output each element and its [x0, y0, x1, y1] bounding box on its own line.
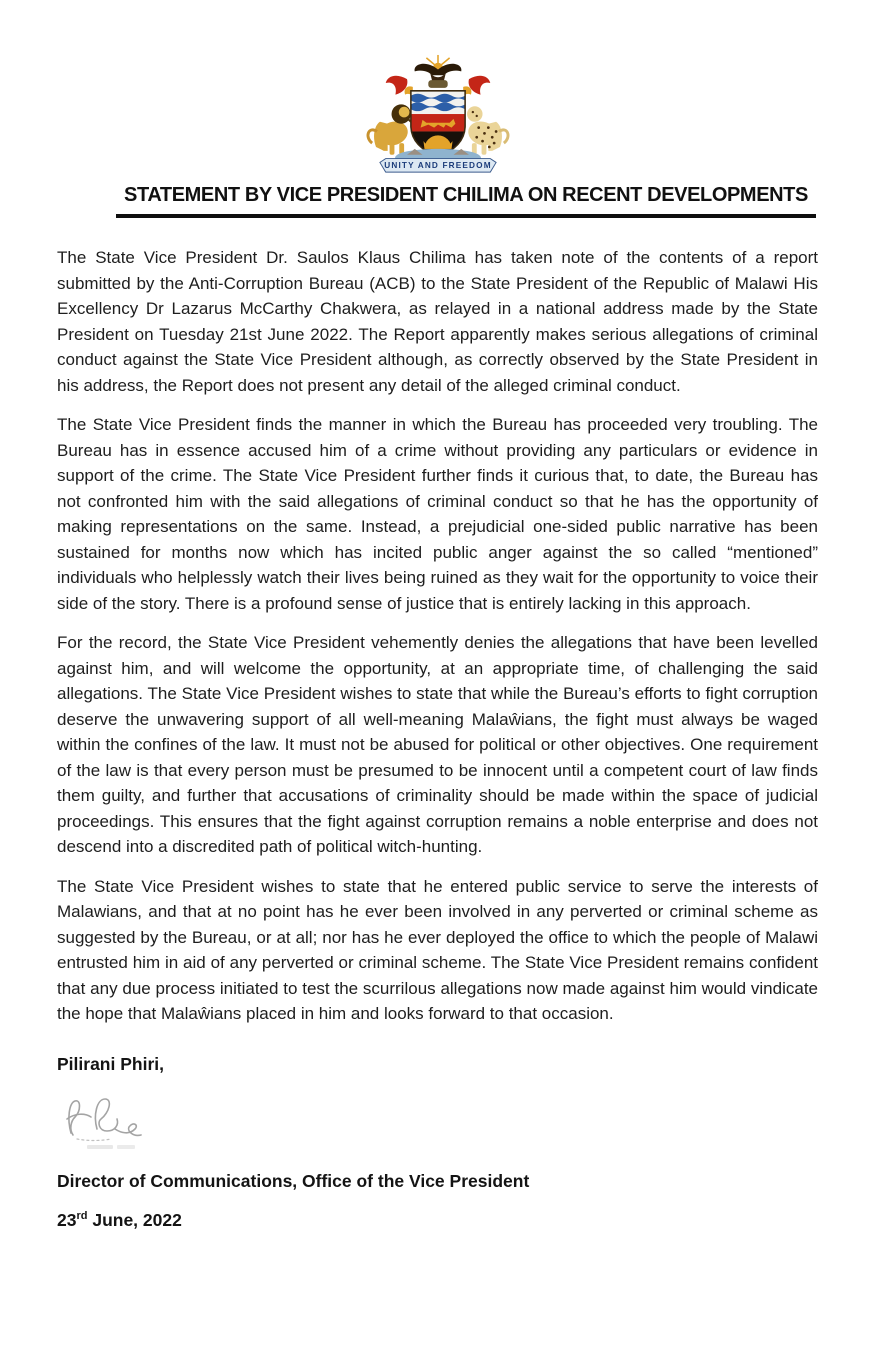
paragraph-4: The State Vice President wishes to state that he entered public service to serve the interests of Malawians, and that at no point has he ever been involved in any perverted or criminal scheme as suggested by the Bureau, or at all; nor has he ever deployed the office to which the people of Malawi entrusted him in aid of any perverted or criminal scheme. The State Vice President remains confident that any due process initiated to test the scurrilous allegations now made against him would vindicate the hope that Malaŵians placed in him and looks forward to that occasion. — [57, 876, 818, 1023]
shield-icon — [410, 91, 464, 157]
signature-image — [57, 1089, 177, 1155]
helmet-icon — [428, 80, 447, 88]
date-day: 23 — [57, 1209, 77, 1230]
paragraph-3: For the record, the State Vice President vehemently denies the allegations that have been levelled against him, and will welcome the opportunity, at an appropriate time, of challenging the said allegations. The State Vice President wishes to state that while the Bureau’s efforts to fight corruption deserve the unwavering support of all well-meaning Malaŵians, the fight must always be waged within the confines of the law. It must not be abused for political or other objectives. One requirement of the law is that every person must be presumed to be innocent until a competent court of law finds them guilty, and further that accusations of criminality should be made within the space of judicial proceedings. This ensures that the fight against corruption remains a noble enterprise and does not descend into a discredited path of political witch-hunting. — [57, 633, 818, 856]
coat-of-arms-icon — [350, 54, 526, 176]
lion-supporter-icon — [367, 104, 410, 154]
motto-ribbon — [379, 159, 495, 173]
title-block — [116, 184, 816, 218]
malawi-coat-of-arms — [350, 54, 526, 176]
paragraph-1: The State Vice President Dr. Saulos Klaus Chilima has taken note of the contents of a report submitted by the Anti-Corruption Bureau (ACB) to the State President of the Republic of Malawi His Excellency Dr Lazarus McCarthy Chakwera, as relayed in a national address made by the State President on Tuesday 21st June 2022. The Report apparently makes serious allegations of criminal conduct against the State Vice President although, as correctly observed by the State President in his address, the Report does not present any detail of the alleged criminal conduct. — [57, 248, 818, 395]
motto-text: UNITY AND FREEDOM — [383, 161, 492, 171]
leopard-supporter-icon — [465, 106, 508, 154]
page-title: STATEMENT BY VICE PRESIDENT CHILIMA ON RECENT DEVELOPMENTS — [124, 184, 808, 206]
document-date — [57, 1210, 818, 1231]
date-ordinal: rd — [76, 1209, 88, 1222]
statement-body — [57, 245, 818, 1231]
paragraph-2: The State Vice President finds the manner in which the Bureau has proceeded very troubling. The Bureau has in essence accused him of a crime without providing any particulars or evidence in support of the crime. The State Vice President further finds it curious that, to date, the Bureau has not confronted him with the said allegations of criminal conduct so that he has the opportunity of making representations on the same. Instead, a prejudicial one-sided public narrative has been sustained for months now which has incited public anger against the so called “mentioned” individuals who helplessly watch their lives being ruined as they wait for the opportunity to voice their side of the story. There is a profound sense of justice that is entirely lacking in this approach. — [57, 415, 818, 613]
date-rest: June, 2022 — [87, 1209, 182, 1230]
signatory-name: Pilirani Phiri, — [57, 1053, 164, 1074]
signature-scribble-icon — [57, 1089, 177, 1155]
signatory-title: Director of Communications, Office of the Vice President — [57, 1170, 530, 1191]
